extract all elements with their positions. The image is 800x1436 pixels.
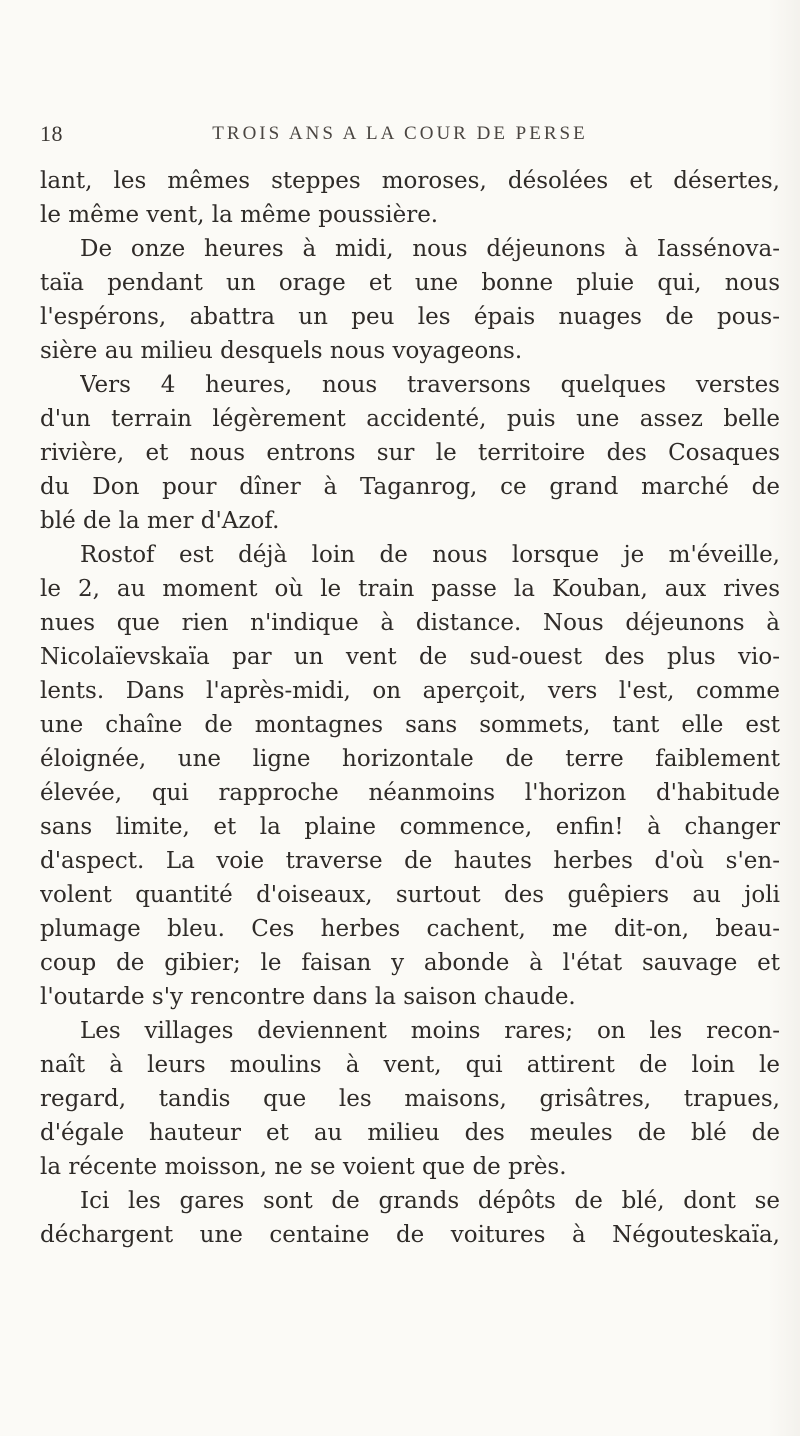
page-header: [0, 121, 800, 151]
text-line: lents. Dans l'après-midi, on aperçoit, vers l'est, comme: [40, 678, 780, 704]
text-line: coup de gibier; le faisan y abonde à l'état sauvage et: [40, 950, 780, 976]
text-line: sière au milieu desquels nous voyageons.: [40, 338, 523, 364]
text-line: Vers 4 heures, nous traversons quelques verstes: [80, 372, 780, 398]
text-line: d'égale hauteur et au milieu des meules de blé de: [40, 1120, 780, 1146]
running-head: TROIS ANS A LA COUR DE PERSE: [212, 123, 588, 144]
text-line: Ici les gares sont de grands dépôts de blé, dont se: [80, 1188, 780, 1214]
text-line: du Don pour dîner à Taganrog, ce grand marché de: [40, 474, 780, 500]
text-line: blé de la mer d'Azof.: [40, 508, 280, 534]
text-line: l'espérons, abattra un peu les épais nuages de pous-: [40, 304, 780, 330]
text-line: plumage bleu. Ces herbes cachent, me dit-on, beau-: [40, 916, 780, 942]
text-line: taïa pendant un orage et une bonne pluie qui, nous: [40, 270, 780, 296]
text-line: élevée, qui rapproche néanmoins l'horizon d'habitude: [40, 780, 780, 806]
text-line: une chaîne de montagnes sans sommets, tant elle est: [40, 712, 780, 738]
text-line: l'outarde s'y rencontre dans la saison chaude.: [40, 984, 576, 1010]
page-number: 18: [40, 121, 63, 146]
text-line: Les villages deviennent moins rares; on les recon-: [80, 1018, 780, 1044]
text-line: nues que rien n'indique à distance. Nous déjeunons à: [40, 610, 780, 636]
text-line: regard, tandis que les maisons, grisâtres, trapues,: [40, 1086, 780, 1112]
text-line: rivière, et nous entrons sur le territoire des Cosaques: [40, 440, 780, 466]
text-line: Nicolaïevskaïa par un vent de sud-ouest des plus vio-: [40, 644, 780, 670]
text-line: De onze heures à midi, nous déjeunons à Iassénova-: [80, 236, 780, 262]
text-line: sans limite, et la plaine commence, enfin! à changer: [40, 814, 780, 840]
text-line: la récente moisson, ne se voient que de près.: [40, 1154, 567, 1180]
text-line: Rostof est déjà loin de nous lorsque je m'éveille,: [80, 542, 780, 568]
text-line: d'un terrain légèrement accidenté, puis une assez belle: [40, 406, 780, 432]
text-line: naît à leurs moulins à vent, qui attirent de loin le: [40, 1052, 780, 1078]
text-line: le 2, au moment où le train passe la Kouban, aux rives: [40, 576, 780, 602]
text-line: volent quantité d'oiseaux, surtout des guêpiers au joli: [40, 882, 780, 908]
text-line: d'aspect. La voie traverse de hautes herbes d'où s'en-: [40, 848, 780, 874]
text-line: lant, les mêmes steppes moroses, désolées et désertes,: [40, 168, 780, 194]
text-line: déchargent une centaine de voitures à Négouteskaïa,: [40, 1222, 780, 1248]
text-line: le même vent, la même poussière.: [40, 202, 439, 228]
text-line: éloignée, une ligne horizontale de terre faiblement: [40, 746, 780, 772]
